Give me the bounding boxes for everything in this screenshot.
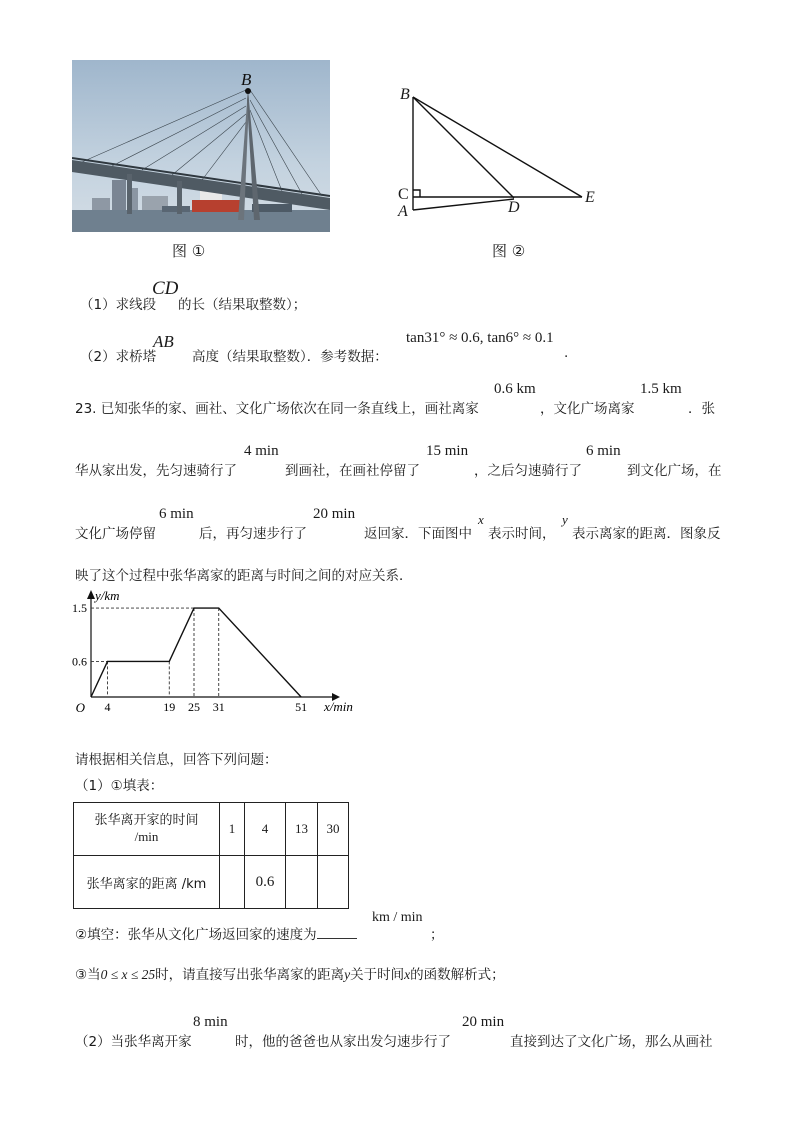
time-header-cell [74, 803, 220, 856]
q23-line3-b: 后，再匀速步行了 [199, 526, 307, 542]
q23-p1-3-condition: 0 ≤ x ≤ 25 [100, 967, 156, 982]
answer-blank[interactable] [317, 926, 357, 939]
q23-line2-b: 到画社，在画社停留了 [285, 463, 420, 479]
distance-header-cell: 张华离家的距离 /km [74, 856, 220, 909]
x-tick-label: 25 [188, 700, 200, 714]
time-cell: 4 [245, 803, 286, 856]
q23-p2-v2: 20 min [462, 1014, 505, 1030]
q23-line3-x: x [478, 512, 484, 527]
q23-line3-e: 表示离家的距离．图象反 [572, 526, 721, 542]
distance-answer-cell[interactable] [318, 856, 349, 909]
q23-p1-2-text: ②填空：张华从文化广场返回家的速度为 [75, 927, 317, 943]
time-header-line2: /min [134, 829, 159, 844]
q23-line1-c: ．张 [688, 401, 715, 417]
q23-line3-v2: 20 min [313, 506, 356, 522]
time-cell: 13 [286, 803, 318, 856]
origin-label: O [75, 700, 85, 715]
x-tick-label: 19 [163, 700, 176, 714]
q23-p1-3 [75, 963, 505, 983]
q23-line3-v1: 6 min [159, 506, 194, 522]
q23-p1-title: （1）①填表： [75, 778, 164, 794]
q23-line2-c: ，之后匀速骑行了 [474, 463, 582, 479]
point-a-label: A [398, 203, 408, 220]
q22-p1-suffix: 的长（结果取整数）； [178, 297, 307, 313]
time-cell: 30 [318, 803, 349, 856]
x-tick-label: 4 [104, 700, 111, 714]
distance-answer-cell[interactable] [286, 856, 318, 909]
q23-line3-y: y [562, 512, 568, 527]
q22-p1-var: CD [152, 278, 179, 299]
q23-p1-3-y: y [344, 967, 351, 982]
q23-p1-2 [75, 923, 357, 943]
x-tick-label: 51 [295, 700, 308, 714]
q23-p1-2-end: ； [430, 927, 444, 943]
geometry-diagram [380, 78, 610, 228]
q23-p1-3-c: 关于时间 [350, 967, 405, 983]
q23-after-graph: 请根据相关信息，回答下列问题： [75, 752, 278, 768]
q23-line2-v3: 6 min [586, 443, 621, 459]
speed-unit: km / min [372, 910, 423, 925]
figure-2-caption: 图 ② [492, 242, 526, 260]
point-c-label: C [398, 186, 409, 203]
q23-line1-a: 23. 已知张华的家、画社、文化广场依次在同一条直线上，画社离家 [75, 401, 479, 417]
q22-p2-end: . [564, 345, 569, 361]
time-header-line1: 张华离开家的时间 [94, 813, 199, 828]
y-axis-arrow [87, 590, 95, 599]
figure-1-caption: 图 ① [172, 242, 206, 260]
right-angle-mark [413, 190, 420, 197]
point-d-label: D [508, 199, 520, 216]
distance-line [91, 608, 301, 697]
q23-line1-v2: 1.5 km [640, 381, 682, 397]
segment-ad [413, 199, 514, 210]
q22-p2-mid: 高度（结果取整数）．参考数据： [192, 349, 388, 365]
table-row-time [74, 803, 349, 856]
x-tick-label: 31 [212, 700, 225, 714]
bridge-photo [72, 60, 330, 232]
y-tick-label: 1.5 [72, 601, 87, 616]
q22-p1-prefix: （1）求线段 [80, 297, 157, 313]
point-e-label: E [585, 189, 595, 206]
q23-line2-v2: 15 min [426, 443, 469, 459]
time-cell: 1 [220, 803, 245, 856]
table-row-distance [74, 856, 349, 909]
q22-reference-data: tan31° ≈ 0.6, tan6° ≈ 0.1 [406, 330, 554, 346]
q23-line3-d: 表示时间， [488, 526, 556, 542]
x-axis-label: x/min [324, 699, 353, 714]
q23-p2-a: （2）当张华离开家 [75, 1034, 192, 1050]
q23-line2-d: 到文化广场，在 [627, 463, 722, 479]
q23-line4: 映了这个过程中张华离家的距离与时间之间的对应关系． [75, 568, 413, 584]
q23-p1-3-d: 的函数解析式； [410, 967, 505, 983]
q23-line3-c: 返回家．下面图中 [364, 526, 472, 542]
q23-line1-b: ，文化广场离家 [540, 401, 635, 417]
q23-p1-3-x: x [404, 967, 411, 982]
q23-p1-3-b: 时，请直接写出张华离家的距离 [155, 967, 345, 983]
q23-line3-a: 文化广场停留 [75, 526, 156, 542]
q23-line2-v1: 4 min [244, 443, 279, 459]
q23-p2-b: 时，他的爸爸也从家出发匀速步行了 [235, 1034, 451, 1050]
distance-time-chart [60, 585, 380, 720]
q23-line1-v1: 0.6 km [494, 381, 536, 397]
photo-point-b-label: B [241, 70, 252, 89]
q22-p2-prefix: （2）求桥塔 [80, 349, 157, 365]
q22-p2-var: AB [153, 332, 174, 351]
q23-p1-3-a: ③当 [75, 967, 101, 983]
distance-cell: 0.6 [245, 856, 286, 909]
fill-in-table [73, 802, 349, 909]
q23-p2-v1: 8 min [193, 1014, 228, 1030]
point-b-label: B [400, 86, 410, 103]
distance-answer-cell[interactable] [220, 856, 245, 909]
q23-line2-a: 华从家出发，先匀速骑行了 [75, 463, 237, 479]
q23-p2-c: 直接到达了文化广场，那么从画社 [510, 1034, 713, 1050]
y-axis-label: y/km [95, 588, 120, 603]
y-tick-label: 0.6 [72, 654, 87, 669]
q22-part1 [80, 293, 156, 313]
